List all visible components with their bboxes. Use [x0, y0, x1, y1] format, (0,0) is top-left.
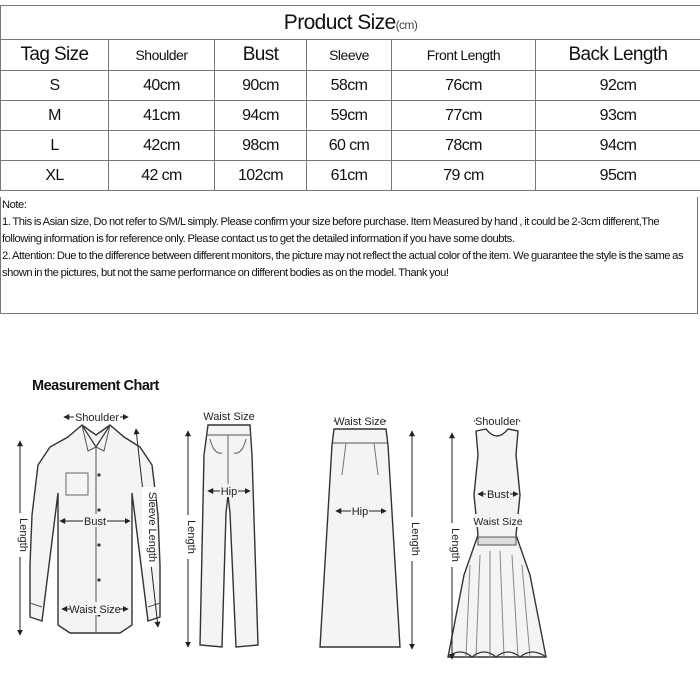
measurement-chart-title: Measurement Chart: [32, 378, 159, 394]
table-cell: 94cm: [536, 131, 700, 161]
skirt-hip-label: Hip: [351, 506, 369, 518]
table-cell: 76cm: [392, 71, 536, 101]
table-cell: S: [1, 71, 109, 101]
column-header: Shoulder: [109, 40, 215, 71]
table-cell: 95cm: [536, 161, 700, 191]
dress-waist-label: Waist Size: [473, 516, 523, 528]
shirt-bust-label: Bust: [83, 516, 107, 528]
table-cell: 41cm: [109, 101, 215, 131]
table-cell: 98cm: [215, 131, 307, 161]
measurement-chart: [0, 395, 700, 695]
column-header: Bust: [215, 40, 307, 71]
skirt-figure: [320, 414, 421, 649]
table-cell: L: [1, 131, 109, 161]
shirt-outline-icon: [30, 425, 160, 633]
table-title-text: Product Size: [283, 10, 396, 34]
table-cell: XL: [1, 161, 109, 191]
pants-waist-label: Waist Size: [203, 411, 255, 423]
table-cell: 60 cm: [307, 131, 392, 161]
shirt-shoulder-label: Shoulder: [74, 412, 120, 424]
table-cell: M: [1, 101, 109, 131]
table-header-row: [1, 40, 700, 71]
column-header: Back Length: [536, 40, 700, 71]
shirt-length-label: Length: [17, 518, 29, 552]
shirt-sleeve-label: Sleeve Length: [146, 491, 158, 563]
table-cell: 94cm: [215, 101, 307, 131]
table-cell: 40cm: [109, 71, 215, 101]
note-line-1: 1. This is Asian size, Do not refer to S/M/L simply. Please confirm your size before purchase. Item Measured by hand , it could be 2-3cm different,The following information is for reference only. Please contact us to get the detailed information if you have some doubts.: [2, 216, 660, 245]
note-line-2: 2. Attention: Due to the difference between different monitors, the picture may not reflect the actual color of the item. We guarantee the style is the same as shown in the pictures, but not the same performance on different bodies as on the model. Thank you!: [2, 250, 684, 279]
table-cell: 92cm: [536, 71, 700, 101]
column-header: Sleeve: [307, 40, 392, 71]
notes-heading: Note:: [2, 199, 27, 211]
size-table: [0, 5, 700, 191]
pants-figure: [182, 409, 258, 647]
column-header: Front Length: [392, 40, 536, 71]
dress-shoulder-label: Shoulder: [474, 416, 520, 428]
pants-length-label: Length: [185, 520, 197, 554]
shirt-figure: [14, 410, 160, 635]
table-cell: 42cm: [109, 131, 215, 161]
table-row: [1, 71, 700, 101]
table-cell: 93cm: [536, 101, 700, 131]
table-cell: 61cm: [307, 161, 392, 191]
skirt-length-label: Length: [409, 522, 421, 556]
pants-outline-icon: [200, 425, 258, 647]
table-cell: 102cm: [215, 161, 307, 191]
table-title-unit: (cm): [395, 17, 418, 32]
table-cell: 77cm: [392, 101, 536, 131]
table-cell: 79 cm: [392, 161, 536, 191]
table-cell: 59cm: [307, 101, 392, 131]
table-cell: 58cm: [307, 71, 392, 101]
shirt-waist-label: Waist Size: [69, 604, 121, 616]
dress-length-label: Length: [449, 528, 461, 562]
table-cell: 42 cm: [109, 161, 215, 191]
dress-bust-label: Bust: [486, 489, 510, 501]
table-cell: 90cm: [215, 71, 307, 101]
dress-figure: [446, 414, 546, 659]
notes-box: [0, 197, 698, 314]
table-row: [1, 161, 700, 191]
table-title: [1, 6, 700, 40]
table-cell: 78cm: [392, 131, 536, 161]
table-row: [1, 131, 700, 161]
table-row: [1, 101, 700, 131]
column-header: Tag Size: [1, 40, 109, 71]
pants-hip-label: Hip: [220, 486, 238, 498]
skirt-outline-icon: [320, 429, 400, 647]
skirt-waist-label: Waist Size: [334, 416, 386, 428]
